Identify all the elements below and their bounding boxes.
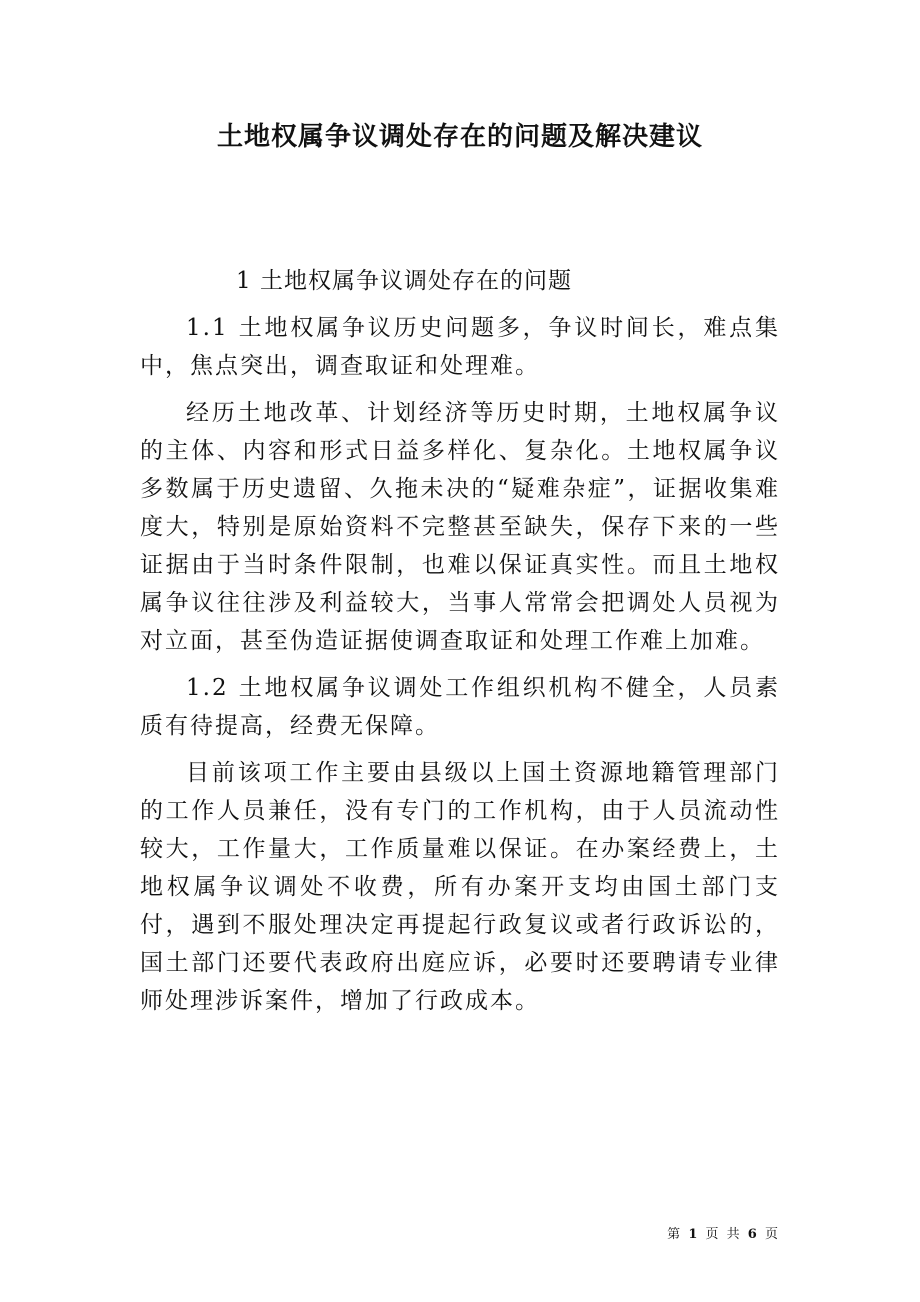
footer-current-page: 1 [688,1227,700,1242]
section-heading: 1 土地权属争议调处存在的问题 [236,268,572,294]
footer-suffix: 页 [764,1227,780,1242]
footer-middle: 页 共 [705,1227,742,1242]
footer-total-pages: 6 [747,1227,759,1242]
page-footer [667,1223,780,1242]
paragraph-3: 1.2 土地权属争议调处工作组织机构不健全，人员素质有待提高，经费无保障。 [140,675,780,739]
footer-prefix: 第 [667,1227,683,1242]
paragraph-1: 1.1 土地权属争议历史问题多，争议时间长，难点集中，焦点突出，调查取证和处理难。 [140,315,780,379]
paragraph-4: 目前该项工作主要由县级以上国土资源地籍管理部门的工作人员兼任，没有专门的工作机构，由于人员流动性较大，工作量大，工作质量难以保证。在办案经费上，土地权属争议调处不收费，所有办案开支均由国土部门支付，遇到不服处理决定再提起行政复议或者行政诉讼的，国土部门还要代表政府出庭应诉，必要时还要聘请专业律师处理涉诉案件，增加了行政成本。 [140,760,780,1014]
paragraph-2: 经历土地改革、计划经济等历史时期，土地权属争议的主体、内容和形式日益多样化、复杂化。土地权属争议多数属于历史遗留、久拖未决的“疑难杂症”，证据收集难度大，特别是原始资料不完整甚至缺失，保存下来的一些证据由于当时条件限制，也难以保证真实性。而且土地权属争议往往涉及利益较大，当事人常常会把调处人员视为对立面，甚至伪造证据使调查取证和处理工作难上加难。 [140,400,780,654]
document-body [140,262,780,1029]
document-title: 土地权属争议调处存在的问题及解决建议 [216,122,703,152]
